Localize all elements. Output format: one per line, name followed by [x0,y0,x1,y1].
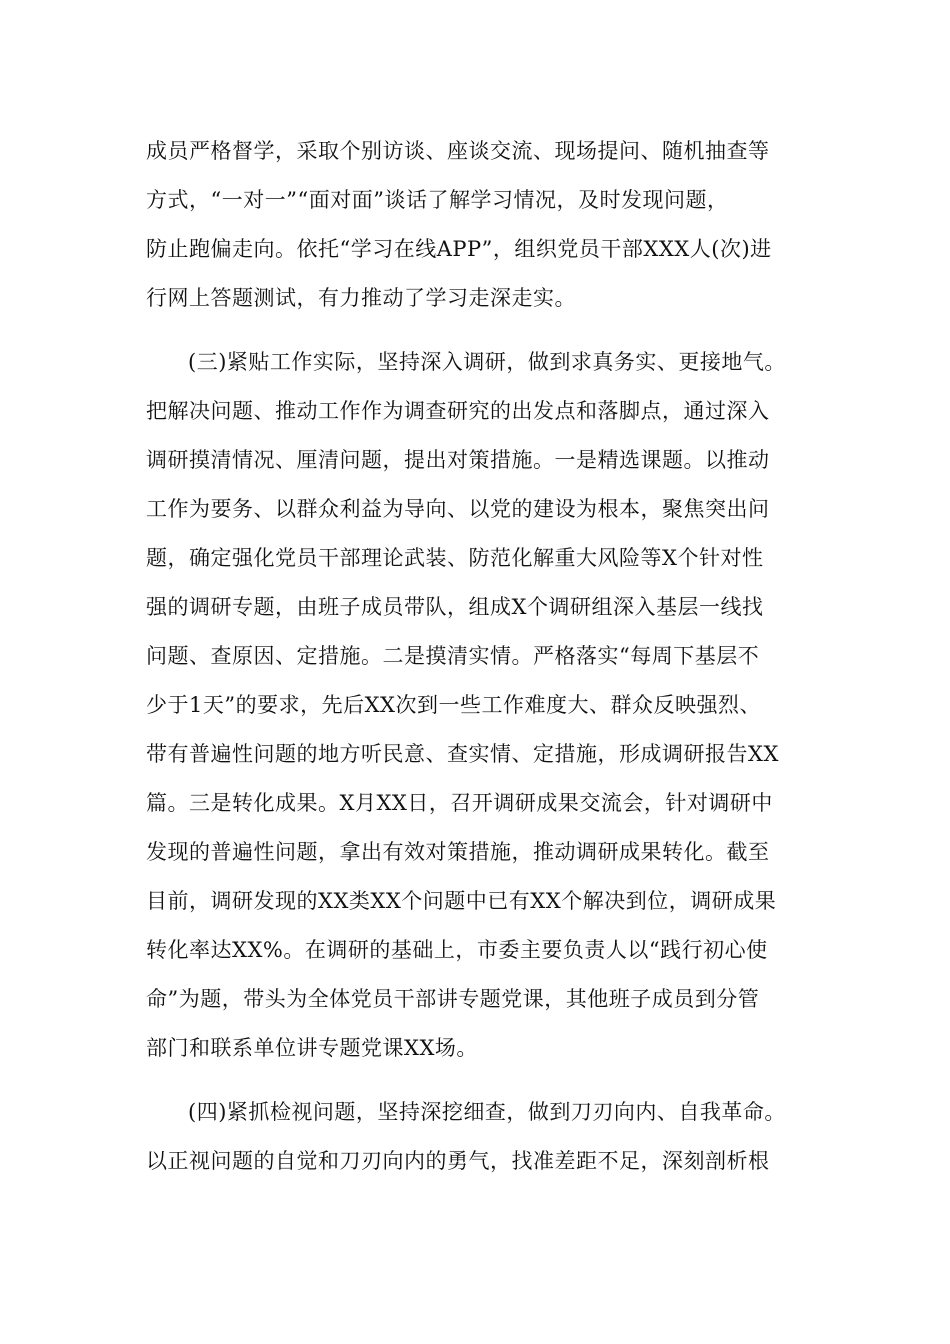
text-line: 问题、查原因、定措施。二是摸清实情。严格落实“每周下基层不 [146,644,760,668]
text-line: 成员严格督学，采取个别访谈、座谈交流、现场提问、随机抽查等 [146,139,770,163]
section-heading-line: (四)紧抓检视问题，坚持深挖细查，做到刀刃向内、自我革命。 [188,1100,786,1124]
text-line: 防止跑偏走向。依托“学习在线APP”，组织党员干部XXX人(次)进 [146,237,772,261]
text-line: 以正视问题的自觉和刀刃向内的勇气，找准差距不足，深刻剖析根 [146,1149,770,1173]
text-line: 目前，调研发现的XX类XX个问题中已有XX个解决到位，调研成果 [146,889,777,913]
text-line: 把解决问题、推动工作作为调查研究的出发点和落脚点，通过深入 [146,399,770,423]
text-line: 少于1天”的要求，先后XX次到一些工作难度大、群众反映强烈、 [146,693,761,717]
text-line: 部门和联系单位讲专题党课XX场。 [146,1036,478,1060]
text-line: 转化率达XX%。在调研的基础上，市委主要负责人以“践行初心使 [146,938,768,962]
text-line: 方式，“一对一”“面对面”谈话了解学习情况，及时发现问题， [146,188,729,212]
text-line: 篇。三是转化成果。X月XX日，召开调研成果交流会，针对调研中 [146,791,773,815]
text-line: 强的调研专题，由班子成员带队，组成X个调研组深入基层一线找 [146,595,764,619]
text-line: 行网上答题测试，有力推动了学习走深走实。 [146,286,576,310]
text-line: 命”为题，带头为全体党员干部讲专题党课，其他班子成员到分管 [146,987,760,1011]
text-line: 调研摸清情况、厘清问题，提出对策措施。一是精选课题。以推动 [146,448,770,472]
text-line: 题，确定强化党员干部理论武装、防范化解重大风险等X个针对性 [146,546,764,570]
text-line: 带有普遍性问题的地方听民意、查实情、定措施，形成调研报告XX [146,742,779,766]
text-line: 工作为要务、以群众利益为导向、以党的建设为根本，聚焦突出问 [146,497,770,521]
section-heading-line: (三)紧贴工作实际，坚持深入调研，做到求真务实、更接地气。 [188,350,786,374]
text-line: 发现的普遍性问题，拿出有效对策措施，推动调研成果转化。截至 [146,840,770,864]
